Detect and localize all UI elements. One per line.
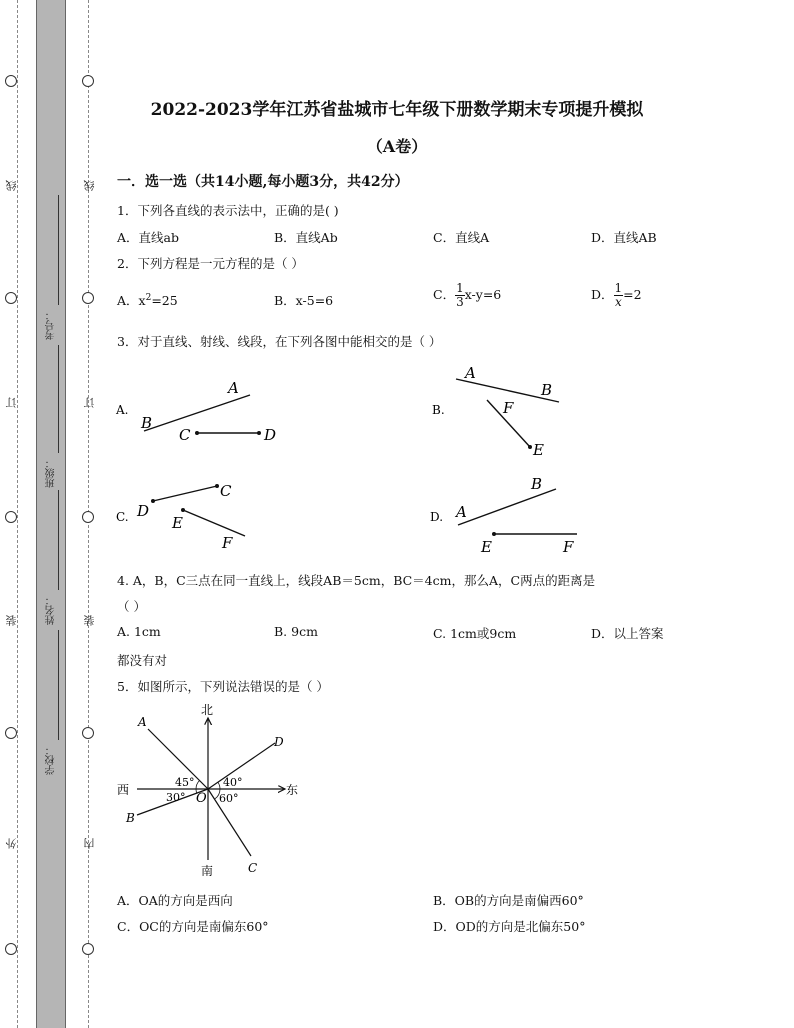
- q2-option-c-rest: x-y=6: [464, 287, 502, 302]
- q4-option-d-cont: 都没有对: [117, 653, 168, 668]
- q3-option-d-letter: D.: [430, 510, 444, 524]
- q3c-label-e: E: [172, 514, 183, 532]
- q3d-label-f: F: [563, 538, 574, 556]
- exam-subtitle: （A卷）: [366, 137, 428, 156]
- q3-stem: 3．对于直线、射线、线段，在下列各图中能相交的是（ ）: [117, 334, 442, 349]
- margin-label-xian-inner: 线: [83, 180, 96, 191]
- q5-option-b: B．OB的方向是南偏西60°: [433, 893, 584, 908]
- q4-option-d: D．以上答案: [591, 626, 664, 641]
- q5-stem: 5．如图所示，下列说法错误的是（ ）: [117, 679, 329, 694]
- field-name: 姓名：: [46, 595, 57, 625]
- q4-option-b: B. 9cm: [274, 624, 318, 639]
- q3-option-a-letter: A.: [116, 403, 129, 417]
- label-south: 南: [201, 864, 214, 878]
- label-origin: O: [196, 791, 207, 806]
- label-point-c: C: [248, 861, 258, 875]
- q2-option-a-exponent: 2: [145, 292, 152, 303]
- field-class: 班级：: [46, 458, 57, 488]
- q2-option-c-denominator: 3: [456, 295, 464, 309]
- q1-option-a: A．直线ab: [117, 230, 179, 245]
- q3a-label-c: C: [179, 426, 191, 444]
- q3-option-b-letter: B.: [432, 403, 445, 417]
- q4-option-c: C. 1cm或9cm: [433, 626, 517, 641]
- q3b-label-e: E: [533, 441, 544, 459]
- angle-label-60: 60°: [219, 792, 239, 805]
- q3-option-c-letter: C.: [116, 510, 129, 524]
- exam-title: 2022-2023学年江苏省盐城市七年级下册数学期末专项提升模拟: [150, 100, 644, 120]
- q5-option-d: D．OD的方向是北偏东50°: [433, 919, 586, 934]
- label-point-a: A: [138, 715, 147, 729]
- angle-arc-45: [196, 781, 200, 790]
- angle-label-40: 40°: [223, 776, 243, 789]
- q5-option-a: A．OA的方向是西向: [117, 893, 233, 908]
- label-west: 西: [117, 783, 130, 797]
- margin-label-ding-outer: 订: [5, 397, 18, 408]
- q3d-label-a: A: [456, 503, 467, 521]
- q3a-label-b: B: [141, 414, 153, 432]
- q2-option-a-label: A．: [117, 293, 139, 308]
- q3c-label-c: C: [220, 482, 232, 500]
- q3d-label-b: B: [531, 475, 543, 493]
- q3d-label-e: E: [481, 538, 492, 556]
- angle-arc-40: [218, 782, 220, 789]
- q2-option-d-rest: =2: [623, 287, 642, 302]
- q2-option-b: B．x-5=6: [274, 293, 334, 308]
- margin-label-wai: 外: [5, 838, 18, 849]
- margin-label-ding-inner: 订: [83, 397, 96, 408]
- q2-stem: 2．下列方程是一元方程的是（ ）: [117, 256, 304, 271]
- margin-label-zhuang-outer: 装: [5, 615, 18, 626]
- margin-label-nei: 内: [83, 838, 96, 849]
- label-east: 东: [286, 783, 299, 797]
- q1-stem: 1．下列各直线的表示法中，正确的是( ): [117, 203, 339, 218]
- q3b-label-f: F: [503, 399, 514, 417]
- q1-option-d: D．直线AB: [591, 230, 657, 245]
- q4-stem-cont: （ ）: [117, 599, 146, 614]
- q3c-label-f: F: [222, 534, 233, 552]
- margin-label-zhuang-inner: 装: [83, 615, 96, 626]
- q5-option-c: C．OC的方向是南偏东60°: [117, 919, 269, 934]
- angle-label-45: 45°: [175, 776, 195, 789]
- q3a-label-d: D: [264, 426, 277, 444]
- field-school: 学校：: [46, 745, 57, 775]
- q1-option-c: C．直线A: [433, 230, 490, 245]
- q3b-label-b: B: [541, 381, 553, 399]
- q2-option-a-rest: =25: [151, 293, 178, 308]
- q1-option-b: B．直线Ab: [274, 230, 338, 245]
- q3b-label-a: A: [465, 364, 476, 382]
- q2-option-d-denominator: x: [614, 295, 622, 309]
- label-north: 北: [201, 703, 214, 717]
- q3a-label-a: A: [228, 379, 239, 397]
- q2-option-c-numerator: 1: [456, 281, 464, 295]
- field-exam-number: 考号：: [46, 310, 57, 340]
- q3c-label-d: D: [137, 502, 150, 520]
- label-point-b: B: [126, 811, 135, 825]
- margin-label-xian-outer: 线: [5, 180, 18, 191]
- q2-option-a-base: x: [138, 293, 146, 308]
- q4-option-a: A. 1cm: [117, 624, 161, 639]
- q2-option-d-label: D．: [591, 287, 614, 302]
- section-heading: 一．选一选（共14小题,每小题3分，共42分）: [117, 174, 409, 190]
- label-point-d: D: [274, 735, 284, 749]
- angle-label-30: 30°: [166, 791, 186, 804]
- q2-option-c-label: C．: [433, 287, 456, 302]
- q4-stem: 4. A，B，C三点在同一直线上，线段AB＝5cm，BC＝4cm，那么A，C两点的距离是: [117, 573, 596, 588]
- q2-option-d-numerator: 1: [614, 281, 623, 295]
